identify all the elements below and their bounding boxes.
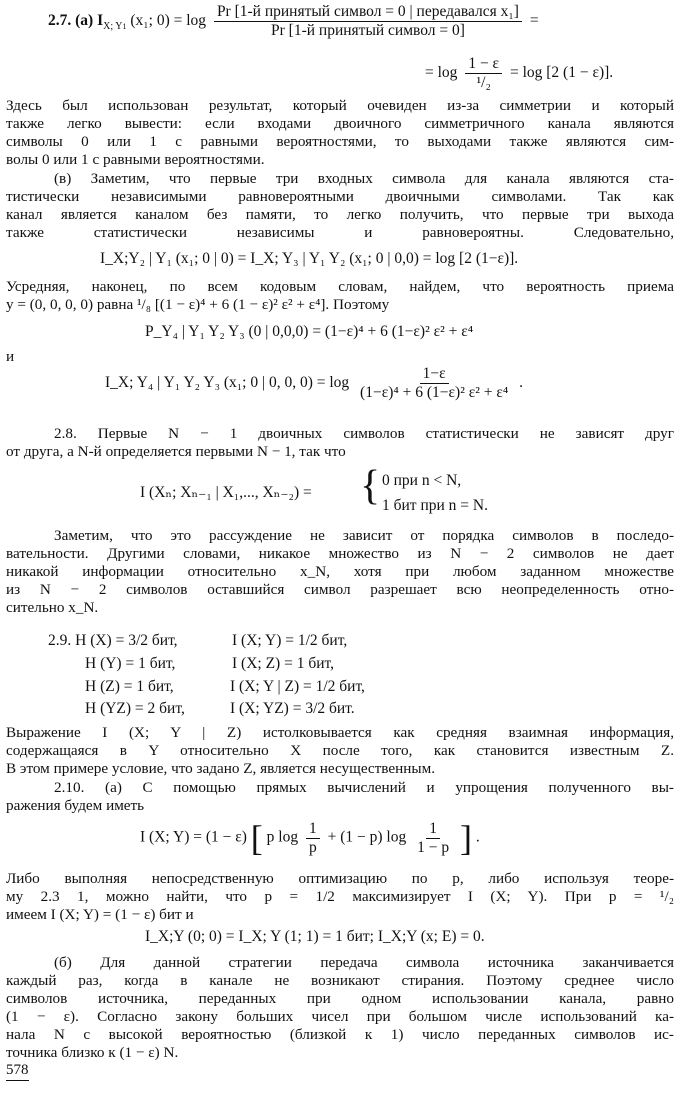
eq-2-9-row-2-right: I (X; Z) = 1 бит, — [232, 655, 334, 672]
eq-2-7-a2-prefix: = log — [425, 64, 458, 82]
text-line: никакой информации относительно x_N, хотя при любом заданном множестве — [6, 563, 674, 580]
eq-2-10-a-f2-numerator: 1 — [426, 821, 440, 839]
text-line: имеем I (X; Y) = (1 − ε) бит и — [6, 906, 194, 923]
eq-2-10-a-mid: + (1 − p) log — [327, 828, 407, 846]
text-line: вательности. Другими словами, никакое множество из N − 2 символов не дает — [6, 545, 674, 562]
eq-2-7-a-fraction — [214, 4, 522, 39]
eq-2-10-b: I_X;Y (0; 0) = I_X; Y (1; 1) = 1 бит; I_X;Y (x; E) = 0. — [145, 928, 485, 945]
eq-2-9-row-2-left: H (Y) = 1 бит, — [85, 655, 176, 672]
brace-icon: { — [360, 463, 381, 509]
text-line: В этом примере условие, что задано Z, является несущественным. — [6, 760, 436, 777]
eq-2-9-row-1-left: 2.9. H (X) = 3/2 бит, — [48, 632, 178, 649]
eq-2-9-row-4-left: H (YZ) = 2 бит, — [85, 700, 185, 717]
text-line: тистически независимыми равновероятными двоичными символами. Так как — [6, 188, 674, 205]
right-bracket-icon: ] — [459, 818, 472, 858]
eq-2-10-a-f2-denominator: 1 − p — [417, 838, 450, 856]
text-line: Выражение I (X; Y | Z) истолковывается как средняя взаимная информация, — [6, 724, 674, 741]
eq-2-10-a-fraction-1 — [306, 821, 320, 856]
eq-2-7-b: I_X;Y₂ | Y₁ (x₁; 0 | 0) = I_X; Y₃ | Y₁ Y₂ (x₁; 0 | 0,0) = log [2 (1−ε)]. — [100, 250, 519, 267]
text-line: от друга, а N-й определяется первыми N − 1, так что — [6, 443, 346, 460]
eq-2-7-a-numerator: Pr [1-й принятый символ = 0 | передавался x₁] — [214, 4, 522, 22]
text-line: нала N с высокой вероятностью (близкой к 1) число переданных символов ис- — [6, 1026, 674, 1043]
eq-2-10-a-f1-numerator: 1 — [306, 821, 320, 839]
eq-2-7-c: P_Y₄ | Y₁ Y₂ Y₃ (0 | 0,0,0) = (1−ε)⁴ + 6 (1−ε)² ε² + ε⁴ — [145, 323, 474, 340]
eq-2-7-a2-numerator: 1 − ε — [465, 56, 502, 74]
text-line: волы 0 или 1 с равными вероятностями. — [6, 151, 265, 168]
eq-2-7-a2-suffix: = log [2 (1 − ε)]. — [509, 64, 614, 82]
text-line: Либо выполняя непосредственную оптимизацию по p, либо используя теоре- — [6, 870, 674, 887]
eq-2-8-lhs: I (Xₙ; Xₙ₋₁ | X₁,..., Xₙ₋₂) = — [140, 484, 312, 501]
eq-2-10-a — [140, 820, 480, 856]
text-line: из N − 2 символов оставшийся символ разрешает всю неопределенность отно- — [6, 581, 674, 598]
eq-2-9-row-3-left: H (Z) = 1 бит, — [85, 678, 174, 695]
eq-2-7-d-lhs: I_X; Y₄ | Y₁ Y₂ Y₃ (x₁; 0 | 0, 0, 0) = log — [105, 374, 350, 392]
text-line: (в) Заметим, что первые три входных символа для канала являются ста- — [54, 170, 674, 187]
eq-2-7-d-fraction — [357, 366, 511, 401]
eq-2-10-a-lhs: I (X; Y) = (1 − ε) — [140, 828, 247, 846]
eq-2-7-a-denominator: Pr [1-й принятый символ = 0] — [271, 22, 465, 39]
eq-2-10-a-end: . — [475, 828, 480, 846]
eq-2-7-d-denominator: (1−ε)⁴ + 6 (1−ε)² ε² + ε⁴ — [360, 384, 509, 401]
page-number: 578 — [6, 1062, 29, 1081]
eq-2-7-a-lhs: 2.7. (а) I — [48, 12, 104, 30]
text-line: Заметим, что это рассуждение не зависит от порядка символов в последо- — [54, 527, 674, 544]
eq-2-7-a-eqsign: = — [529, 12, 539, 30]
eq-2-7-a-lhs-sub: X; Y — [103, 21, 123, 33]
text-line: каждый раз, когда в канале не возникают стирания. Поэтому среднее число — [6, 972, 674, 989]
eq-2-9-row-1-right: I (X; Y) = 1/2 бит, — [232, 632, 348, 649]
text-line: y = (0, 0, 0, 0) равна ¹/₈ [(1 − ε)⁴ + 6 (1 − ε)² ε² + ε⁴]. Поэтому — [6, 296, 390, 313]
text-line: (б) Для данной стратегии передача символа источника заканчивается — [54, 954, 674, 971]
eq-2-7-d — [105, 366, 523, 401]
eq-2-8-case-2: 1 бит при n = N. — [382, 497, 488, 514]
eq-2-7-d-end: . — [519, 374, 524, 392]
eq-2-10-a-f1-denominator: p — [308, 838, 317, 856]
text-line: содержащаяся в Y относительно X после того, как становится известным Z. — [6, 742, 674, 759]
eq-2-9-row-4-right: I (X; YZ) = 3/2 бит. — [230, 700, 355, 717]
left-bracket-icon: [ — [250, 818, 263, 858]
text-line: му 2.3 1, можно найти, что p = 1/2 максимизирует I (X; Y). При p = ¹/₂ — [6, 888, 674, 905]
text-line: точника близко к (1 − ε) N. — [6, 1044, 179, 1061]
eq-2-7-a-arg: (x₁; 0) = log — [130, 12, 207, 30]
eq-2-8-case-1: 0 при n < N, — [382, 472, 462, 489]
text-line: также легко вывести: если входами двоичного симметричного канала являются — [6, 115, 674, 132]
eq-2-9-row-3-right: I (X; Y | Z) = 1/2 бит, — [230, 678, 365, 695]
eq-2-7-a2-fraction — [465, 56, 502, 91]
eq-2-7-a2 — [425, 56, 613, 91]
text-line: также статистически независимы и равновероятны. Следовательно, — [6, 224, 674, 241]
text-line: Усредняя, наконец, по всем кодовым словам, найдем, что вероятность приема — [6, 278, 674, 295]
eq-2-7-d-numerator: 1−ε — [420, 366, 449, 384]
text-line: сительно x_N. — [6, 599, 99, 616]
text-line: 2.8. Первые N − 1 двоичных символов статистически не зависят друг — [54, 425, 674, 442]
eq-2-7-a2-denominator: ¹/₂ — [476, 74, 491, 91]
text-line: 2.10. (а) С помощью прямых вычислений и упрощения полученного вы- — [54, 779, 674, 796]
eq-2-7-a-lhs-sub2: 1 — [122, 22, 127, 32]
text-line: ражения будем иметь — [6, 797, 145, 814]
text-line: символов источника, переданных при одном использовании канала, равно — [6, 990, 674, 1007]
text-line: Здесь был использован результат, который очевиден из-за симметрии и который — [6, 97, 674, 114]
eq-2-10-a-p: p log — [266, 828, 299, 846]
text-line: и — [6, 348, 15, 365]
text-line: (1 − ε). Согласно закону больших чисел при большом числе использований ка- — [6, 1008, 674, 1025]
eq-2-10-a-fraction-2 — [414, 821, 452, 856]
text-line: канал является каналом без памяти, то легко получить, что первые три выхода — [6, 206, 674, 223]
text-line: символы 0 или 1 с равными вероятностями, то выходами также являются сим- — [6, 133, 674, 150]
eq-2-7-a — [48, 4, 539, 39]
